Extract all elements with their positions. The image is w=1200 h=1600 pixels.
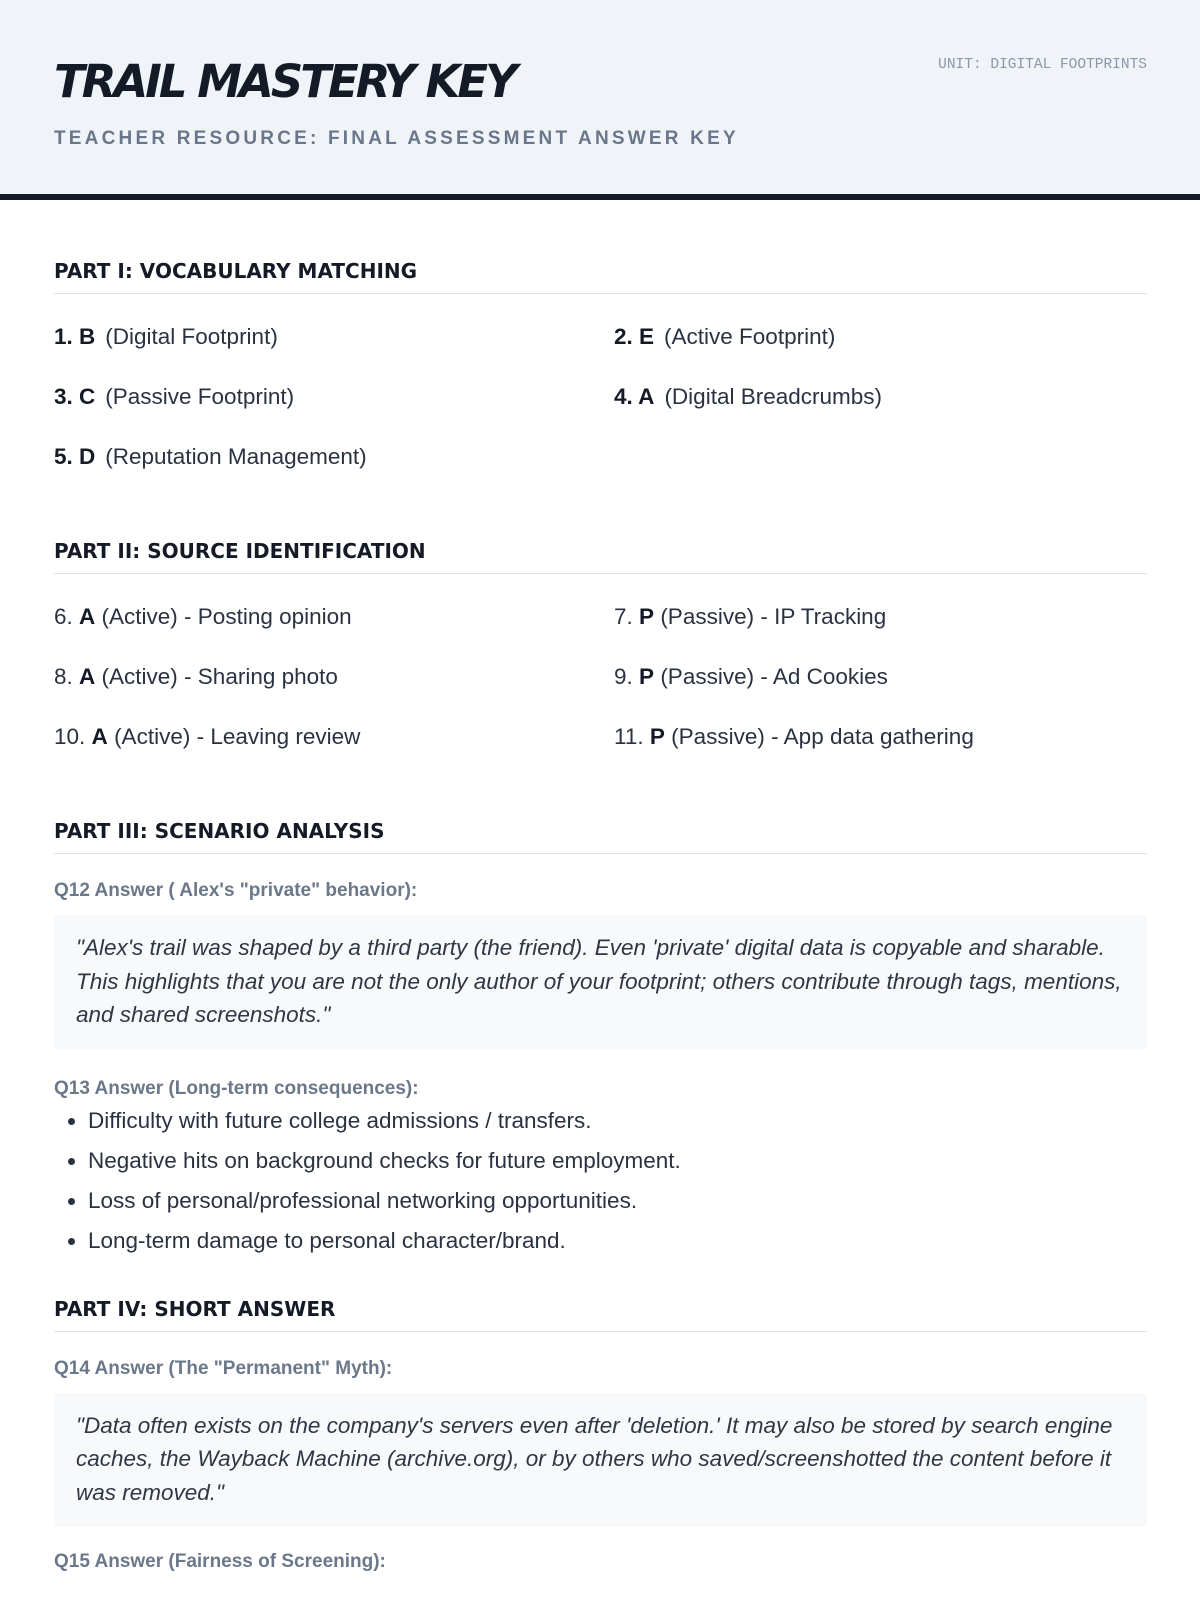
q12-answer: "Alex's trail was shaped by a third party (the friend). Even 'private' digital data is copyable and sharable. This highlights that you are not the only author of your footprint; others contribute through tags, mentions, and shared screenshots." bbox=[54, 915, 1147, 1050]
answer-text: (Active) - Leaving review bbox=[114, 724, 361, 749]
answer-number: 5. D bbox=[54, 444, 96, 469]
answer-item bbox=[54, 384, 614, 444]
answer-item bbox=[54, 664, 614, 724]
answer-letter: A bbox=[91, 724, 108, 749]
answer-letter: P bbox=[639, 664, 655, 689]
answer-item bbox=[54, 324, 614, 384]
answer-text: (Reputation Management) bbox=[105, 444, 367, 469]
answer-number: 1. B bbox=[54, 324, 96, 349]
list-item: • Long-term damage to personal character/brand. bbox=[88, 1227, 1147, 1267]
answer-text: (Passive) - App data gathering bbox=[671, 724, 974, 749]
answer-letter: P bbox=[639, 604, 655, 629]
answer-number: 7. bbox=[614, 604, 633, 629]
part-4-heading: PART IV: SHORT ANSWER bbox=[54, 1297, 1147, 1332]
part-2-section bbox=[54, 539, 1147, 784]
part-2-heading: PART II: SOURCE IDENTIFICATION bbox=[54, 539, 1147, 574]
q12-label: Q12 Answer ( Alex's "private" behavior): bbox=[54, 880, 418, 901]
source-answers bbox=[54, 604, 1147, 784]
answer-text: (Active Footprint) bbox=[664, 324, 836, 349]
part-3-section bbox=[54, 819, 1147, 1267]
q15-label: Q15 Answer (Fairness of Screening): bbox=[54, 1551, 386, 1572]
answer-text: (Active) - Posting opinion bbox=[101, 604, 352, 629]
answer-number: 8. bbox=[54, 664, 73, 689]
answer-key-content bbox=[0, 259, 1200, 1573]
answer-item bbox=[614, 324, 1147, 384]
answer-item bbox=[614, 604, 1147, 664]
answer-text: (Passive) - IP Tracking bbox=[660, 604, 887, 629]
answer-text: (Active) - Sharing photo bbox=[101, 664, 338, 689]
q14-answer: "Data often exists on the company's servers even after 'deletion.' It may also be stored by search engine caches, the Wayback Machine (archive.org), or by others who saved/screenshotted the content before it was removed." bbox=[54, 1393, 1147, 1528]
answer-text: (Digital Footprint) bbox=[105, 324, 278, 349]
unit-label: UNIT: DIGITAL FOOTPRINTS bbox=[938, 57, 1147, 73]
page-header bbox=[0, 0, 1200, 200]
part-3-heading: PART III: SCENARIO ANALYSIS bbox=[54, 819, 1147, 854]
answer-text: (Passive) - Ad Cookies bbox=[660, 664, 888, 689]
answer-number: 3. C bbox=[54, 384, 96, 409]
answer-letter: P bbox=[649, 724, 665, 749]
answer-text: (Digital Breadcrumbs) bbox=[664, 384, 882, 409]
q13-label: Q13 Answer (Long-term consequences): bbox=[54, 1077, 419, 1099]
answer-item bbox=[54, 724, 614, 784]
q13-answer-list bbox=[54, 1107, 1147, 1267]
answer-item bbox=[54, 604, 614, 664]
answer-number: 9. bbox=[614, 664, 633, 689]
answer-number: 4. A bbox=[614, 384, 655, 409]
answer-number: 6. bbox=[54, 604, 73, 629]
list-item: • Negative hits on background checks for future employment. bbox=[88, 1147, 1147, 1187]
answer-item bbox=[54, 444, 614, 504]
part-4-section bbox=[54, 1297, 1147, 1574]
answer-item bbox=[614, 384, 1147, 444]
q14-label: Q14 Answer (The "Permanent" Myth): bbox=[54, 1357, 393, 1379]
list-item: • Difficulty with future college admissions / transfers. bbox=[88, 1107, 1147, 1147]
answer-number: 10. bbox=[54, 724, 86, 749]
part-1-heading: PART I: VOCABULARY MATCHING bbox=[54, 259, 1147, 294]
answer-letter: A bbox=[79, 604, 96, 629]
vocabulary-answers bbox=[54, 324, 1147, 504]
answer-number: 2. E bbox=[614, 324, 655, 349]
answer-letter: A bbox=[79, 664, 96, 689]
list-item: • Loss of personal/professional networking opportunities. bbox=[88, 1187, 1147, 1227]
answer-number: 11. bbox=[614, 724, 644, 749]
page-title: TRAIL MASTERY KEY bbox=[54, 55, 515, 108]
part-1-section bbox=[54, 259, 1147, 504]
page-subtitle: TEACHER RESOURCE: FINAL ASSESSMENT ANSWER KEY bbox=[54, 128, 739, 149]
answer-item bbox=[614, 724, 1147, 784]
answer-text: (Passive Footprint) bbox=[105, 384, 295, 409]
answer-item bbox=[614, 664, 1147, 724]
